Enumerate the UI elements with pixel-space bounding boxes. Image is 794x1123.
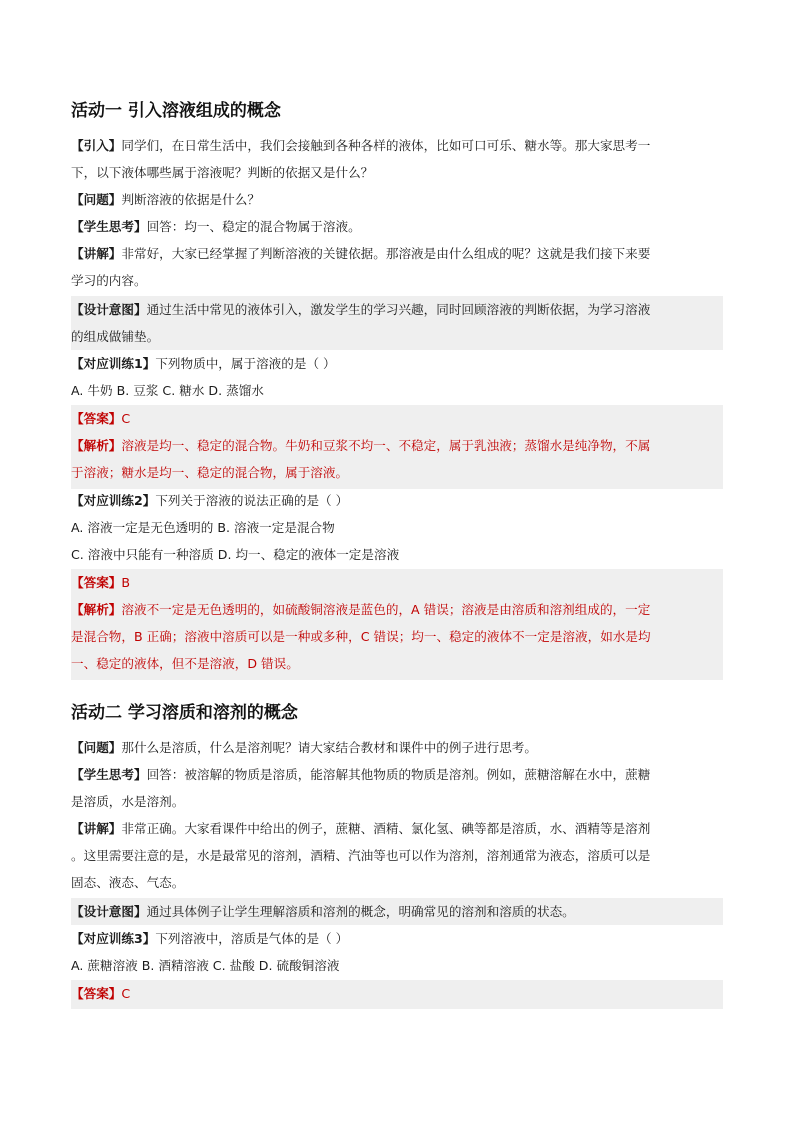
training1-analysis-line-1 bbox=[71, 432, 723, 459]
a2-lecture-line-1 bbox=[71, 815, 723, 842]
design-tag: 【设计意图】 bbox=[71, 302, 147, 317]
training2-analysis-line-3: 一、稳定的液体，但不是溶液，D 错误。 bbox=[71, 656, 299, 671]
a2-design-line-1 bbox=[71, 898, 723, 925]
training2-analysis-line-1 bbox=[71, 596, 723, 623]
a2-lecture-line-3: 固态、液态、气态。 bbox=[71, 875, 185, 890]
answer-tag: 【答案】 bbox=[71, 986, 122, 1001]
lecture-text-1: 非常好，大家已经掌握了判断溶液的关键依据。那溶液是由什么组成的呢？这就是我们接下来要 bbox=[121, 246, 651, 261]
training3-tag: 【对应训练3】 bbox=[71, 931, 156, 946]
question-tag: 【问题】 bbox=[71, 192, 122, 207]
design-text-1: 通过具体例子让学生理解溶质和溶剂的概念，明确常见的溶剂和溶质的状态。 bbox=[146, 904, 575, 919]
intro-line-2: 下，以下液体哪些属于溶液呢？判断的依据又是什么？ bbox=[71, 165, 374, 180]
student-think-text: 回答：均一、稳定的混合物属于溶液。 bbox=[146, 219, 361, 234]
lecture-text-1: 非常正确。大家看课件中给出的例子，蔗糖、酒精、氯化氢、碘等都是溶质，水、酒精等是溶剂 bbox=[121, 821, 651, 836]
answer-value: B bbox=[121, 575, 131, 590]
design-line-1 bbox=[71, 296, 723, 323]
answer-tag: 【答案】 bbox=[71, 411, 122, 426]
training3-question bbox=[71, 925, 723, 952]
intro-line-1 bbox=[71, 132, 723, 159]
training2-tag: 【对应训练2】 bbox=[71, 493, 156, 508]
a2-think-line-1 bbox=[71, 761, 723, 788]
lecture-tag: 【讲解】 bbox=[71, 821, 122, 836]
lecture-line-1 bbox=[71, 240, 723, 267]
analysis-text-1: 溶液是均一、稳定的混合物。牛奶和豆浆不均一、不稳定，属于乳浊液；蒸馏水是纯净物，不属 bbox=[121, 438, 651, 453]
answer-value: C bbox=[121, 411, 131, 426]
training1-analysis-line-2: 于溶液；糖水是均一、稳定的混合物，属于溶液。 bbox=[71, 465, 349, 480]
student-think-tag: 【学生思考】 bbox=[71, 767, 147, 782]
lecture-tag: 【讲解】 bbox=[71, 246, 122, 261]
intro-tag: 【引入】 bbox=[71, 138, 122, 153]
training2-question bbox=[71, 487, 723, 514]
lecture-line-2: 学习的内容。 bbox=[71, 273, 147, 288]
a2-think-line-2: 是溶质，水是溶剂。 bbox=[71, 794, 185, 809]
training1-question bbox=[71, 350, 723, 377]
design-text-1: 通过生活中常见的液体引入，激发学生的学习兴趣，同时回顾溶液的判断依据，为学习溶液 bbox=[146, 302, 651, 317]
student-think-tag: 【学生思考】 bbox=[71, 219, 147, 234]
question-line bbox=[71, 186, 723, 213]
answer-tag: 【答案】 bbox=[71, 575, 122, 590]
training2-text: 下列关于溶液的说法正确的是（ ） bbox=[155, 493, 349, 508]
analysis-tag: 【解析】 bbox=[71, 438, 122, 453]
training2-options-2: C. 溶液中只能有一种溶质 D. 均一、稳定的液体一定是溶液 bbox=[71, 547, 400, 562]
training2-options-1: A. 溶液一定是无色透明的 B. 溶液一定是混合物 bbox=[71, 520, 335, 535]
training2-analysis-line-2: 是混合物，B 正确；溶液中溶质可以是一种或多种，C 错误；均一、稳定的液体不一定是溶液，如水是均 bbox=[71, 629, 651, 644]
student-think-text-1: 回答：被溶解的物质是溶质，能溶解其他物质的物质是溶剂。例如，蔗糖溶解在水中，蔗糖 bbox=[146, 767, 651, 782]
design-tag: 【设计意图】 bbox=[71, 904, 147, 919]
training2-answer bbox=[71, 569, 723, 596]
answer-value: C bbox=[121, 986, 131, 1001]
question-tag: 【问题】 bbox=[71, 740, 122, 755]
training3-options: A. 蔗糖溶液 B. 酒精溶液 C. 盐酸 D. 硫酸铜溶液 bbox=[71, 958, 340, 973]
a2-question-line bbox=[71, 734, 723, 761]
question-text: 那什么是溶质，什么是溶剂呢？请大家结合教材和课件中的例子进行思考。 bbox=[121, 740, 537, 755]
student-think-line bbox=[71, 213, 723, 240]
training3-text: 下列溶液中，溶质是气体的是（ ） bbox=[155, 931, 349, 946]
a2-lecture-line-2: 。这里需要注意的是，水是最常见的溶剂，酒精、汽油等也可以作为溶剂，溶剂通常为液态，溶质可以是 bbox=[71, 848, 651, 863]
training1-options: A. 牛奶 B. 豆浆 C. 糖水 D. 蒸馏水 bbox=[71, 383, 264, 398]
training1-answer bbox=[71, 405, 723, 432]
training1-text: 下列物质中，属于溶液的是（ ） bbox=[155, 356, 336, 371]
intro-text-1: 同学们，在日常生活中，我们会接触到各种各样的液体，比如可口可乐、糖水等。那大家思考一 bbox=[121, 138, 651, 153]
analysis-text-1: 溶液不一定是无色透明的，如硫酸铜溶液是蓝色的，A 错误；溶液是由溶质和溶剂组成的，一定 bbox=[121, 602, 651, 617]
activity2-heading: 活动二 学习溶质和溶剂的概念 bbox=[71, 703, 298, 723]
question-text: 判断溶液的依据是什么？ bbox=[121, 192, 260, 207]
analysis-tag: 【解析】 bbox=[71, 602, 122, 617]
training3-answer bbox=[71, 980, 723, 1007]
training1-tag: 【对应训练1】 bbox=[71, 356, 156, 371]
activity1-heading: 活动一 引入溶液组成的概念 bbox=[71, 101, 281, 121]
design-line-2: 的组成做铺垫。 bbox=[71, 329, 160, 344]
